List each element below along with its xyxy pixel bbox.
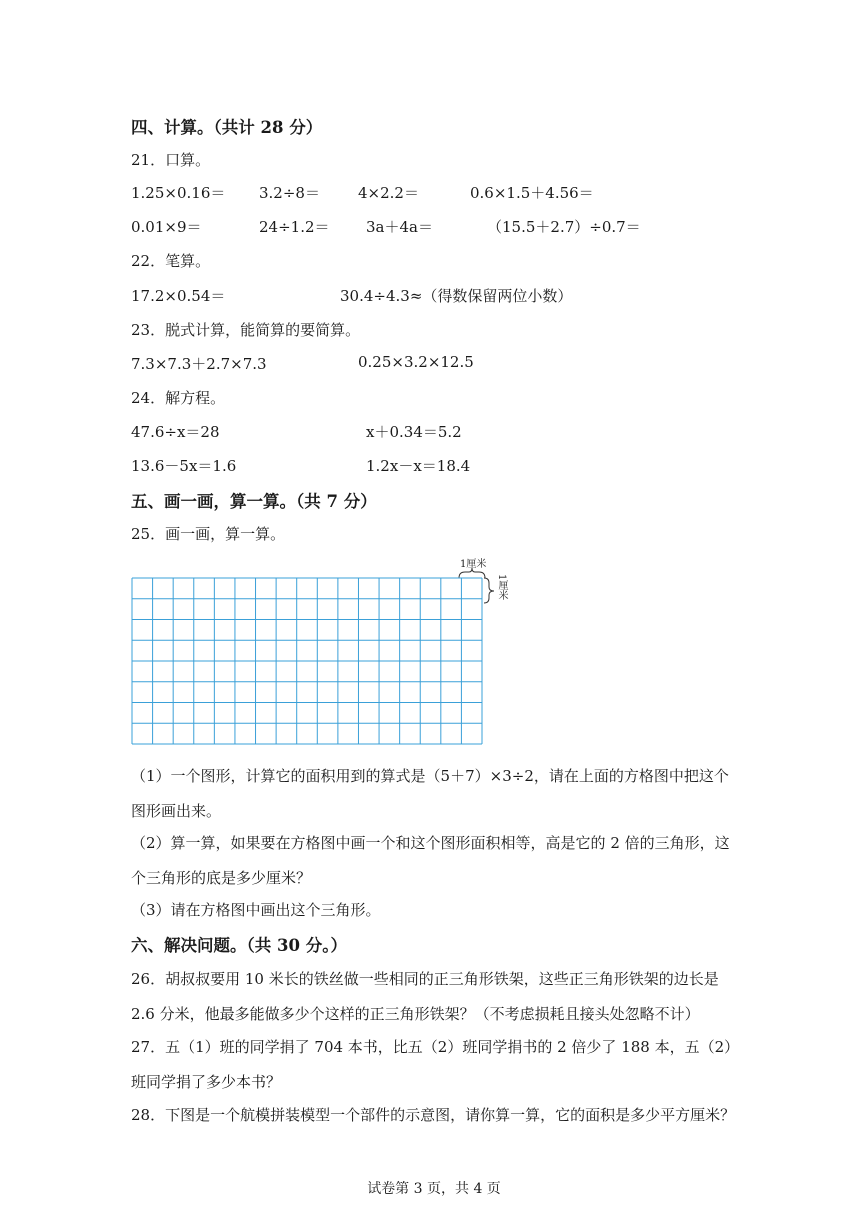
q25-part-1: （1）一个图形，计算它的面积用到的算式是（5＋7）×3÷2，请在上面的方格图中把这个图形画出来。 bbox=[131, 767, 729, 820]
q21-r2-c4: （15.5＋2.7）÷0.7＝ bbox=[487, 218, 641, 236]
q21-r2-c3: 3a＋4a＝ bbox=[366, 218, 433, 236]
q28-text: 28．下图是一个航模拼装模型一个部件的示意图，请你算一算，它的面积是多少平方厘米？ bbox=[131, 1106, 736, 1124]
q21-r2-c2: 24÷1.2＝ bbox=[259, 218, 330, 236]
q24-r2-c2: 1.2x－x＝18.4 bbox=[366, 457, 471, 475]
q24-r1-c2: x＋0.34＝5.2 bbox=[366, 423, 462, 441]
q21-r2-c1: 0.01×9＝ bbox=[131, 218, 202, 236]
q22-label: 22．笔算。 bbox=[131, 252, 211, 270]
unit-label-horizontal: 1厘米 bbox=[460, 559, 487, 570]
section-6-title: 六、解决问题。（共 30 分。） bbox=[131, 936, 347, 955]
q25-part-3: （3）请在方格图中画出这个三角形。 bbox=[131, 901, 381, 919]
section-4-title: 四、计算。（共计 28 分） bbox=[131, 118, 323, 137]
q26-text: 26．胡叔叔要用 10 米长的铁丝做一些相同的正三角形铁架，这些正三角形铁架的边长是 2.6 分米，他最多能做多少个这样的正三角形铁架？（不考虑损耗且接头处忽略不计） bbox=[131, 970, 719, 1023]
q21-r1-c4: 0.6×1.5＋4.56＝ bbox=[470, 184, 594, 202]
q21-label: 21．口算。 bbox=[131, 151, 211, 169]
q25-part-2: （2）算一算，如果要在方格图中画一个和这个图形面积相等，高是它的 2 倍的三角形，这个三角形的底是多少厘米？ bbox=[131, 834, 730, 887]
section-5-title: 五、画一画，算一算。（共 7 分） bbox=[131, 492, 377, 511]
q21-r1-c1: 1.25×0.16＝ bbox=[131, 184, 226, 202]
q21-r1-c2: 3.2÷8＝ bbox=[259, 184, 320, 202]
q22-item-1: 17.2×0.54＝ bbox=[131, 287, 226, 305]
q24-label: 24．解方程。 bbox=[131, 389, 226, 407]
q23-item-2: 0.25×3.2×12.5 bbox=[358, 353, 474, 371]
page-footer: 试卷第 3 页，共 4 页 bbox=[367, 1181, 501, 1197]
q24-r2-c1: 13.6－5x＝1.6 bbox=[131, 457, 237, 475]
q25-label: 25．画一画，算一算。 bbox=[131, 525, 286, 543]
grid-lines bbox=[131, 577, 483, 745]
q22-item-2: 30.4÷4.3≈（得数保留两位小数） bbox=[340, 287, 573, 305]
q21-r1-c3: 4×2.2＝ bbox=[358, 184, 419, 202]
q23-label: 23．脱式计算，能简算的要简算。 bbox=[131, 321, 361, 339]
q27-text: 27．五（1）班的同学捐了 704 本书，比五（2）班同学捐书的 2 倍少了 188 本，五（2）班同学捐了多少本书？ bbox=[131, 1038, 740, 1091]
square-grid[interactable] bbox=[131, 577, 483, 745]
q23-item-1: 7.3×7.3＋2.7×7.3 bbox=[131, 355, 267, 373]
unit-label-vertical: 1厘米 bbox=[496, 574, 507, 601]
q24-r1-c1: 47.6÷x＝28 bbox=[131, 423, 220, 441]
